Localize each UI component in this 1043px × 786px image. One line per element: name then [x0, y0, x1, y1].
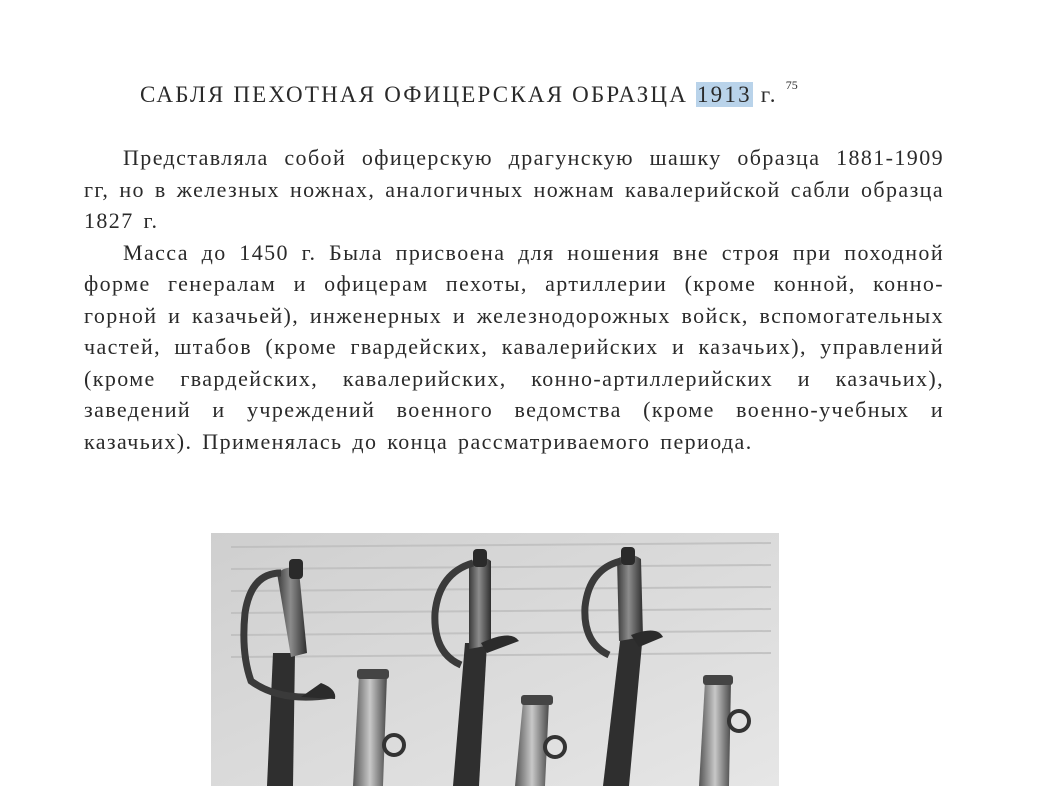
highlighted-year[interactable]: 1913 — [696, 82, 752, 107]
paragraph-usage: Масса до 1450 г. Была присвоена для ношения вне строя при походной форме генералам и офицерам пехоты, артиллерии (кроме конной, конно-горной и казачьей), инженерных и железнодорожных войск, вспомогательных частей, штабов (кроме гвардейских, кавалерийских и казачьих), управлений (кроме гвардейских, кавалерийских, конно-артиллерийских и казачьих), заведений и учреждений военного ведомства (кроме военно-учебных и казачьих). Применялась до конца рассматриваемого периода. — [84, 239, 944, 454]
footnote-marker[interactable]: 75 — [785, 78, 798, 92]
article-body — [84, 142, 944, 457]
paragraph-description: Представляла собой офицерскую драгунскую шашку образца 1881-1909 гг, но в железных ножнах, аналогичных ножнам кавалерийской сабли образца 1827 г. — [84, 145, 944, 233]
title-suffix: г. — [752, 82, 778, 107]
sabres-photo — [211, 533, 779, 786]
title-text: САБЛЯ ПЕХОТНАЯ ОФИЦЕРСКАЯ ОБРАЗЦА — [140, 82, 696, 107]
page-title — [140, 78, 798, 108]
